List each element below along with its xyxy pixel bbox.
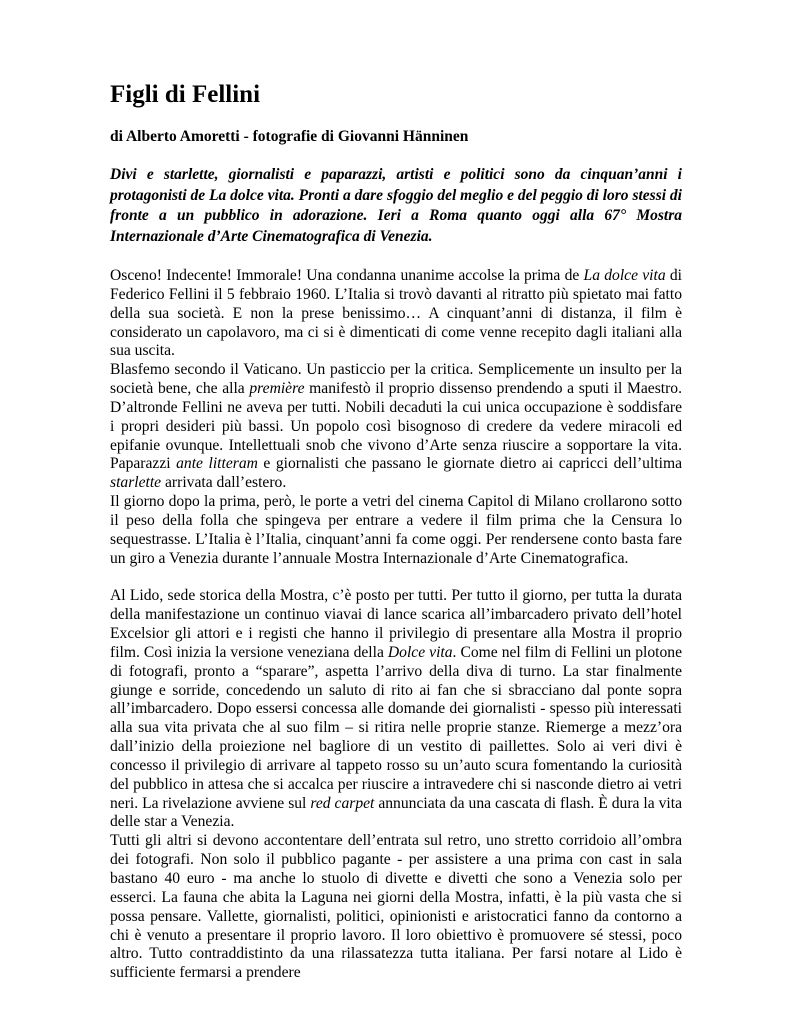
paragraph-text: Tutti gli altri si devono accontentare dell’entrata sul retro, uno stretto corridoio all’ombra dei fotografi. Non solo il pubblico pagante - per assistere a una prima con cast in sala bastano 40 euro - ma anche lo stuolo di divette e divetti che sono a Venezia solo per esserci. La fauna che abita la Laguna nei giorni della Mostra, infatti, è la più vasta che si possa pensare. Vallette, giornalisti, politici, opinionisti e aristocratici fanno da contorno a chi è venuto a presentare il proprio lavoro. Il loro obiettivo è promuovere sé stessi, poco altro. Tutto contraddistinto da una rilassatezza tutta italiana. Per farsi notare al Lido è sufficiente fermarsi a prendere: [110, 832, 682, 982]
body-paragraph: [110, 267, 682, 361]
paragraph-text: arrivata dall’estero.: [161, 474, 287, 492]
paragraph-text: Blasfemo secondo il Vaticano. Un pasticcio per la critica. Semplicemente un insulto per la società bene, che alla: [110, 361, 682, 398]
article-title: Figli di Fellini: [110, 81, 261, 108]
italic-text: première: [249, 380, 305, 398]
italic-text: red carpet: [310, 794, 375, 812]
paragraph-text: . Come nel film di Fellini un plotone di fotografi, pronto a “sparare”, aspetta l’arrivo della diva di turno. La star finalmente giunge e sorride, concedendo un saluto di rito ai fan che si sbracciano dal ponte sopra all’imbarcadero. Dopo essersi concessa alle domande dei giornalisti - spesso più interessati alla sua vita privata che al suo film – si ritira nelle proprie stanze. Riemerge a mezz’ora dall’inizio della proiezione nel bagliore di un vestito di paillettes. Solo ai veri divi è concesso il privilegio di arrivare al tappeto rosso su un’auto scura fomentando la curiosità del pubblico in attesa che si accalca per riuscire a intravedere chi si nasconde dietro ai vetri neri. La rivelazione avviene sul: [110, 643, 682, 812]
paragraph-text: manifestò il proprio dissenso prendendo a sputi il Maestro. D’altronde Fellini ne aveva per tutti. Nobili decaduti la cui unica occupazione è soddisfare i propri desideri più bassi. Un popolo così bisognoso di credere da vedere miracoli ed epifanie ovunque. Intellettuali snob che vivono d’Arte senza riuscire a sopportare la vita. Paparazzi: [110, 380, 682, 473]
article-lead: Divi e starlette, giornalisti e paparazzi, artisti e politici sono da cinquan’anni i protagonisti de La dolce vita. Pronti a dare sfoggio del meglio e del peggio di loro stessi di fronte a un pubblico in adorazione. Ieri a Roma quanto oggi alla 67° Mostra Internazionale d’Arte Cinematografica di Venezia.: [110, 166, 682, 245]
italic-text: Dolce vita: [387, 643, 453, 661]
article-byline: di Alberto Amoretti - fotografie di Giovanni Hänninen: [110, 128, 469, 145]
body-paragraph: [110, 493, 682, 568]
body-paragraph: [110, 361, 682, 493]
article-body: [110, 267, 682, 983]
italic-text: La dolce vita: [583, 267, 666, 284]
paragraph-text: Il giorno dopo la prima, però, le porte a vetri del cinema Capitol di Milano crollarono sotto il peso della folla che spingeva per entrare a vedere il film prima che la Censura lo sequestrasse. L’Italia è l’Italia, cinquant’anni fa come oggi. Per rendersene conto basta fare un giro a Venezia durante l’annuale Mostra Internazionale d’Arte Cinematografica.: [110, 493, 682, 567]
paragraph-text: Al Lido, sede storica della Mostra, c’è posto per tutti. Per tutto il giorno, per tutta la durata della manifestazione un continuo viavai di lance scarica all’imbarcadero privato dell’hotel Excelsior gli attori e i registi che hanno il privilegio di presentare alla Mostra il proprio film. Così inizia la versione veneziana della: [110, 587, 682, 661]
italic-text: ante litteram: [176, 455, 258, 473]
document-page: [110, 80, 682, 983]
body-paragraph: [110, 587, 682, 832]
paragraph-text: annunciata da una cascata di flash. È dura la vita delle star a Venezia.: [110, 794, 682, 831]
paragraph-text: e giornalisti che passano le giornate dietro ai capricci dell’ultima: [257, 455, 682, 473]
body-paragraph: [110, 832, 682, 983]
paragraph-text: Osceno! Indecente! Immorale! Una condanna unanime accolse la prima de: [110, 267, 584, 284]
paragraph-text: di Federico Fellini il 5 febbraio 1960. L’Italia si trovò davanti al ritratto più spietato mai fatto della sua società. E non la prese benissimo… A cinquant’anni di distanza, il film è considerato un capolavoro, ma ci si è dimenticati di come venne recepito dagli italiani alla sua uscita.: [110, 267, 683, 360]
italic-text: starlette: [110, 474, 162, 492]
